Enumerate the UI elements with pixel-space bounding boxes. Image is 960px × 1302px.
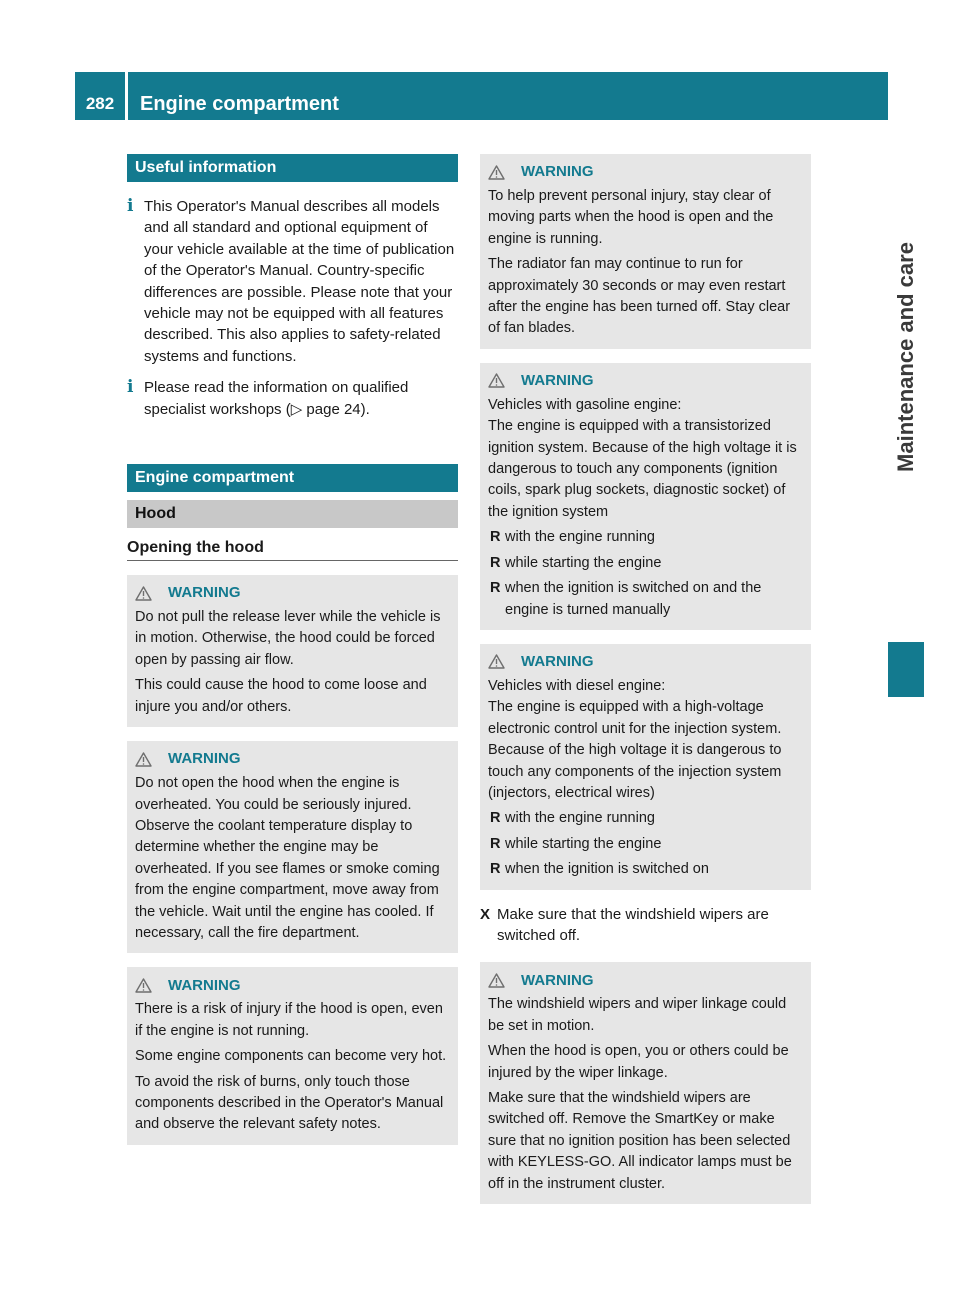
warning-triangle-icon (135, 586, 152, 601)
warning-text: Make sure that the windshield wipers are switched off. Remove the SmartKey or make sure that no ignition position has been selected with KEYLESS-GO. All indicator lamps must be off in the instrument cluster. (488, 1090, 792, 1192)
warning-box (127, 741, 458, 953)
warning-bullets (488, 808, 803, 880)
warning-text: Do not pull the release lever while the vehicle is in motion. Otherwise, the hood could be forced open by passing air flow. (135, 609, 441, 668)
section-heading: Engine compartment (127, 464, 458, 492)
side-tab-marker (888, 642, 924, 697)
info-text: This Operator's Manual describes all models and all standard and optional equipment of your vehicle available at the time of publication of the Operator's Manual. Country-specific differences are possible. Please note that your vehicle may not be equipped with all features described. This also applies to safety-related systems and functions. (144, 198, 455, 365)
warning-title: WARNING (521, 163, 594, 181)
warning-title: WARNING (521, 971, 594, 989)
warning-title: WARNING (521, 372, 594, 390)
bullet-icon: R (490, 861, 501, 878)
warning-text: When the hood is open, you or others could be injured by the wiper linkage. (488, 1043, 789, 1081)
warning-box (480, 962, 811, 1204)
warning-title: WARNING (168, 584, 241, 602)
info-icon: i (127, 196, 134, 216)
bullet-icon: R (490, 529, 501, 546)
bullet-icon: R (490, 810, 501, 827)
warning-text (488, 676, 803, 804)
warning-triangle-icon (135, 978, 152, 993)
warning-triangle-icon (488, 373, 505, 388)
warning-title: WARNING (168, 976, 241, 994)
warning-box (480, 363, 811, 630)
warning-body: The engine is equipped with a high-voltage electronic control unit for the injection system. Because of the high voltage it is dangerous to touch any components of the injection system (injectors, electrical wires) (488, 699, 782, 801)
subsubsection-heading: Opening the hood (127, 528, 458, 561)
warning-box (480, 644, 811, 890)
warning-box (127, 575, 458, 727)
step-text: Make sure that the windshield wipers are switched off. (497, 905, 769, 944)
warning-text: There is a risk of injury if the hood is open, even if the engine is not running. (135, 1001, 443, 1039)
list-item: R with the engine running (488, 808, 803, 829)
warning-text: Some engine components can become very hot. (135, 1048, 447, 1065)
step-arrow-icon: X (480, 905, 491, 923)
list-item: R while starting the engine (488, 553, 803, 574)
list-item: R with the engine running (488, 527, 803, 548)
warning-text: The radiator fan may continue to run for approximately 30 seconds or may even restart after the engine has been turned off. Stay clear of fan blades. (488, 256, 791, 337)
subsection-heading: Hood (127, 500, 458, 528)
warning-text (488, 395, 803, 523)
warning-triangle-icon (488, 165, 505, 180)
bullet-icon: R (490, 835, 501, 852)
info-icon: i (127, 377, 134, 398)
page-title: Engine compartment (140, 93, 339, 115)
warning-title: WARNING (521, 653, 594, 671)
side-tab-label: Maintenance and care (893, 242, 918, 472)
bullet-icon: R (490, 554, 501, 571)
page-number: 282 (75, 72, 125, 120)
info-text: Please read the information on qualified specialist workshops (▷ page 24). (144, 379, 409, 418)
warning-title: WARNING (168, 750, 241, 768)
instruction-step (480, 904, 811, 947)
list-item: R while starting the engine (488, 834, 803, 855)
useful-info-heading: Useful information (127, 154, 458, 182)
warning-box (480, 154, 811, 349)
bullet-icon: R (490, 580, 501, 597)
warning-text: To help prevent personal injury, stay clear of moving parts when the hood is open and the engine is running. (488, 188, 774, 247)
header-divider (125, 72, 128, 120)
warning-intro: Vehicles with gasoline engine: (488, 396, 682, 413)
warning-triangle-icon (135, 752, 152, 767)
list-item: R when the ignition is switched on (488, 859, 803, 880)
warning-box (127, 967, 458, 1144)
warning-triangle-icon (488, 654, 505, 669)
warning-text: This could cause the hood to come loose and injure you and/or others. (135, 677, 427, 715)
info-item (127, 196, 458, 367)
warning-body: The engine is equipped with a transistorized ignition system. Because of the high voltage it is dangerous to touch any components (ignition coils, spark plug sockets, diagnostic socket) of the ignition system (488, 418, 797, 520)
info-item (127, 377, 458, 420)
side-tab-label-box (888, 72, 924, 642)
right-column (480, 154, 811, 1204)
warning-text: To avoid the risk of burns, only touch those components described in the Operator's Manual and observe the relevant safety notes. (135, 1073, 444, 1133)
warning-intro: Vehicles with diesel engine: (488, 677, 666, 694)
warning-bullets (488, 527, 803, 621)
warning-text: The windshield wipers and wiper linkage could be set in motion. (488, 996, 787, 1034)
warning-triangle-icon (488, 973, 505, 988)
list-item: R when the ignition is switched on and the engine is turned manually (490, 580, 762, 618)
left-column (127, 154, 458, 1145)
warning-text: Do not open the hood when the engine is overheated. You could be seriously injured. Observe the coolant temperature display to determine whether the engine may be overheated. If you see flames or smoke coming from the engine compartment, move away from the vehicle. Wait until the engine has cooled. If necessary, call the fire department. (135, 775, 440, 941)
